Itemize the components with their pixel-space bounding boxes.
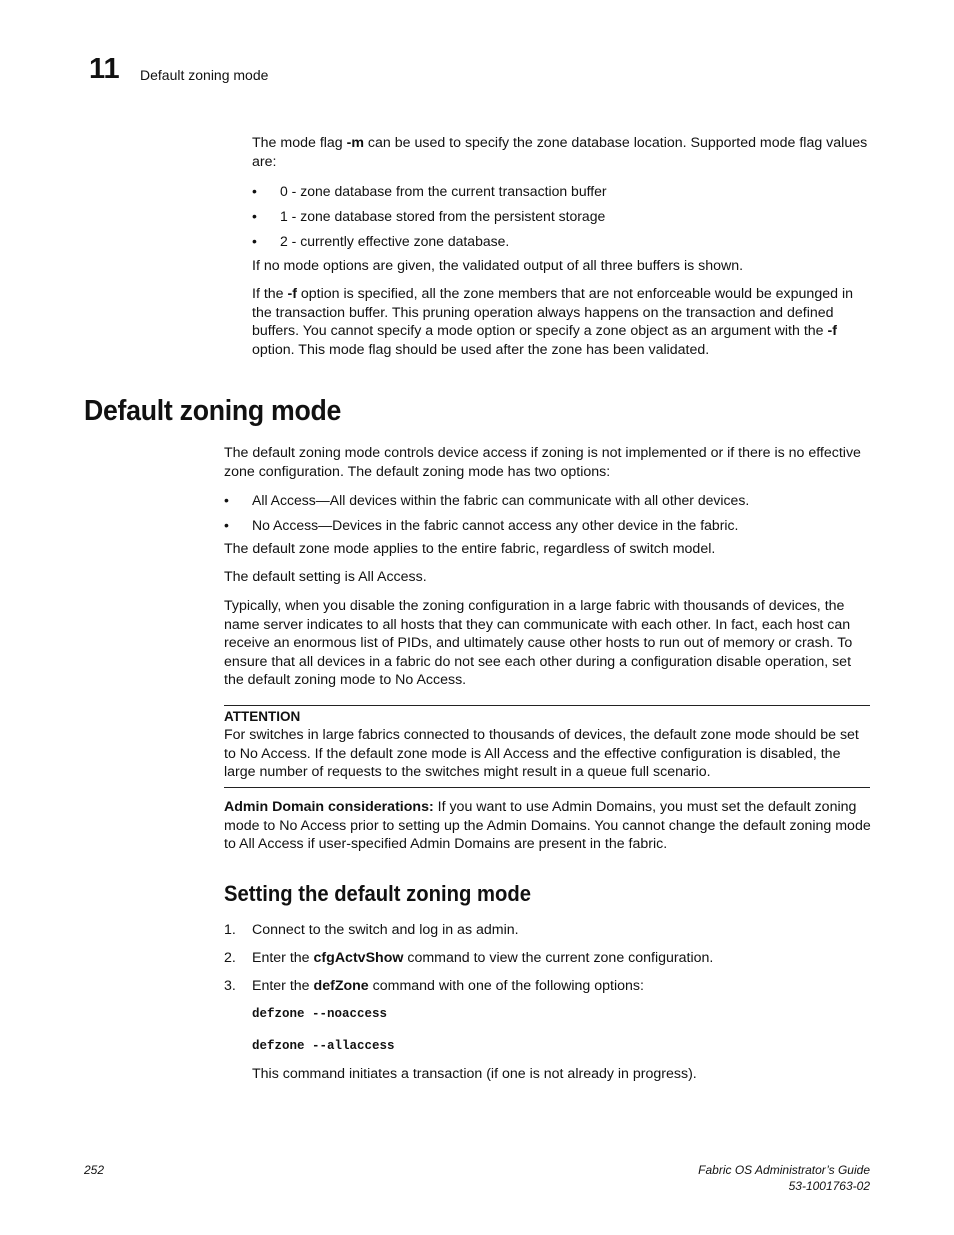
paragraph: This command initiates a transaction (if one is not already in progress). <box>252 1066 697 1082</box>
bullet-icon: • <box>252 208 257 224</box>
code-line: defzone --allaccess <box>252 1039 395 1053</box>
command-name: cfgActvShow <box>313 950 404 966</box>
page-number: 252 <box>84 1163 105 1177</box>
f-option-paragraph: If the -f option is specified, all the zone members that are not enforceable would be expunged in the transaction buffer. This pruning operation always happens on the transaction and defined buffers. You cannot specify a mode option or specify a zone object as an argument with the -f option. This mode flag should be used after the zone has been validated. <box>252 286 853 358</box>
attention-label: ATTENTION <box>224 709 301 724</box>
divider <box>224 787 870 788</box>
admin-domain-label: Admin Domain considerations: <box>224 799 434 815</box>
bullet-icon: • <box>252 183 257 199</box>
no-mode-paragraph: If no mode options are given, the validated output of all three buffers is shown. <box>252 258 744 274</box>
attention-text: For switches in large fabrics connected to thousands of devices, the default zone mode should be set to No Access. If the default zone mode is All Access and the effective configuration is disabled, the large number of requests to the switches might result in a queue full scenario. <box>224 727 859 781</box>
paragraph: The default zone mode applies to the entire fabric, regardless of switch model. <box>224 541 716 557</box>
admin-domain-paragraph: Admin Domain considerations: If you want to use Admin Domains, you must set the default zoning mode to No Access prior to setting up the Admin Domains. You cannot change the default zoning mode to All Access if user-specified Admin Domains are present in the fabric. <box>224 799 871 853</box>
footer-guide-title: Fabric OS Administrator’s Guide <box>698 1163 870 1177</box>
mode-flag: -m <box>346 135 364 151</box>
bullet-icon: • <box>224 492 229 508</box>
divider <box>224 705 870 706</box>
section-intro-paragraph: The default zoning mode controls device access if zoning is not implemented or if there is no effective zone configuration. The default zoning mode has two options: <box>224 445 861 480</box>
bullet-icon: • <box>252 233 257 249</box>
bullet-icon: • <box>224 517 229 533</box>
section-heading: Default zoning mode <box>84 395 342 427</box>
footer-doc-number: 53-1001763-02 <box>788 1179 870 1193</box>
running-header-title: Default zoning mode <box>140 67 269 83</box>
code-line: defzone --noaccess <box>252 1007 388 1021</box>
paragraph: Typically, when you disable the zoning configuration in a large fabric with thousands of devices, the name server indicates to all hosts that they can communicate with each other. In fact, each host can receive an enormous list of PIDs, and ultimately cause other hosts to run out of memory or crash. To ensure that all devices in a fabric do not see each other during a configuration disable operation, set the default zoning mode to No Access. <box>224 598 853 689</box>
command-name: defZone <box>313 978 369 994</box>
paragraph: The default setting is All Access. <box>224 569 427 585</box>
chapter-number: 11 <box>89 53 120 85</box>
mode-flag-paragraph: The mode flag -m can be used to specify the zone database location. Supported mode flag values are: <box>252 135 868 170</box>
subsection-heading: Setting the default zoning mode <box>224 881 531 906</box>
